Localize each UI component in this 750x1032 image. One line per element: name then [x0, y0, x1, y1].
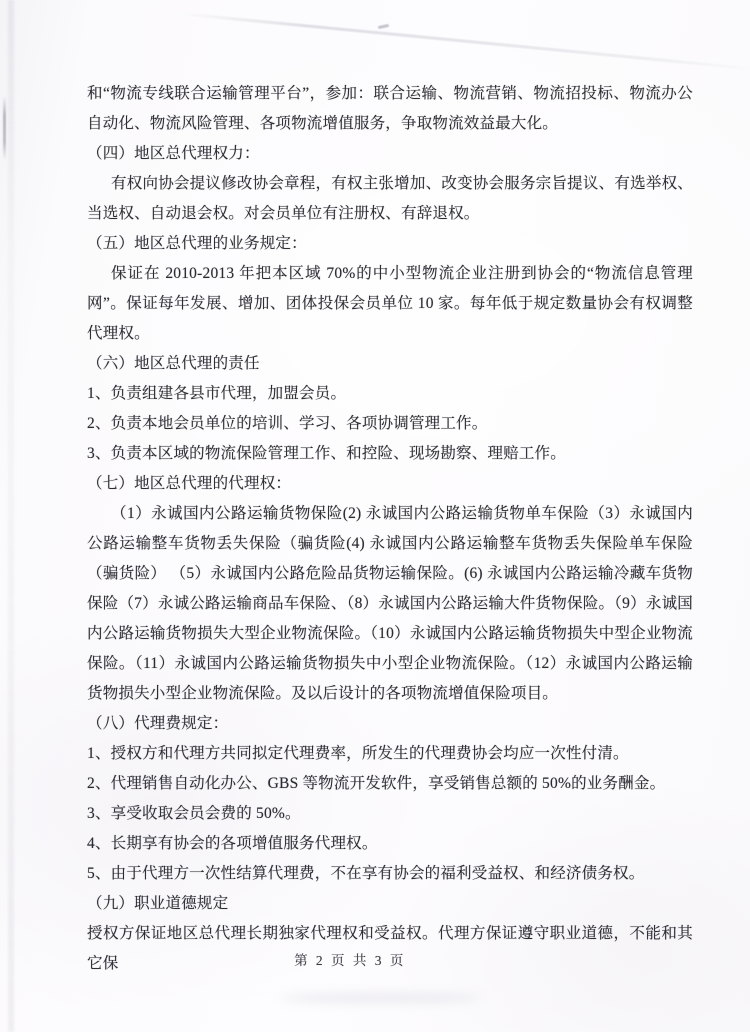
- paragraph: 1、负责组建各县市代理，加盟会员。: [87, 385, 347, 402]
- document-body: [87, 79, 693, 979]
- paragraph: （四）地区总代理权力：: [87, 145, 260, 162]
- scan-left-edge-line: [3, 96, 6, 160]
- paragraph: 3、享受收取会员会费的 50%。: [87, 805, 301, 822]
- paragraph: 和“物流专线联合运输管理平台”，参加：联合运输、物流营销、物流招投标、物流办公自动化、物流风险管理、各项物流增值服务，争取物流效益最大化。: [87, 85, 693, 132]
- paragraph: 授权方保证地区总代理长期独家代理权和受益权。代理方保证遵守职业道德，不能和其它保: [87, 925, 693, 972]
- paragraph: （六）地区总代理的责任: [87, 355, 260, 372]
- page-number-footer: 第 2 页 共 3 页: [294, 953, 406, 968]
- paragraph: 保证在 2010-2013 年把本区域 70%的中小型物流企业注册到协会的“物流信息管理网”。保证每年发展、增加、团体投保会员单位 10 家。每年低于规定数量协会有权调整代理权。: [87, 265, 693, 342]
- paragraph: 3、负责本区域的物流保险管理工作、和控险、现场勘察、理赔工作。: [87, 445, 566, 462]
- scan-speck: [378, 24, 389, 29]
- paragraph: （七）地区总代理的代理权：: [87, 475, 292, 492]
- paragraph: 2、代理销售自动化办公、GBS 等物流开发软件，享受销售总额的 50%的业务酬金。: [87, 775, 666, 792]
- scan-smudge: [280, 992, 480, 1004]
- paragraph: 1、授权方和代理方共同拟定代理费率，所发生的代理费协会均应一次性付清。: [87, 745, 629, 762]
- scan-left-edge-band: [8, 0, 14, 1032]
- paragraph: 4、长期享有协会的各项增值服务代理权。: [87, 835, 378, 852]
- scan-crease: [178, 12, 750, 71]
- paragraph: 2、负责本地会员单位的培训、学习、各项协调管理工作。: [87, 415, 488, 432]
- paragraph: 5、由于代理方一次性结算代理费，不在享有协会的福利受益权、和经济债务权。: [87, 865, 645, 882]
- paragraph: 有权向协会提议修改协会章程，有权主张增加、改变协会服务宗旨提议、有选举权、当选权、自动退会权。对会员单位有注册权、有辞退权。: [87, 175, 693, 222]
- paragraph: （八）代理费规定：: [87, 715, 229, 732]
- paragraph: （五）地区总代理的业务规定：: [87, 235, 307, 252]
- paragraph: （1）永诚国内公路运输货物保险(2) 永诚国内公路运输货物单车保险（3）永诚国内公路运输整车货物丢失保险（骗货险(4) 永诚国内公路运输整车货物丢失保险单车保险（骗货险） （5）永诚国内公路危险品货物运输保险。(6) 永诚国内公路运输冷藏车货物保险（7）永诚公路运输商品车保险、（8）永诚国内公路运输大件货物保险。（9）永诚国内公路运输货物损失大型企业物流保险。（10）永诚国内公路运输货物损失中型企业物流保险。（11）永诚国内公路运输货物损失中小型企业物流保险。（12）永诚国内公路运输货物损失小型企业物流保险。及以后设计的各项物流增值保险项目。: [87, 505, 693, 702]
- paragraph: （九）职业道德规定: [87, 895, 229, 912]
